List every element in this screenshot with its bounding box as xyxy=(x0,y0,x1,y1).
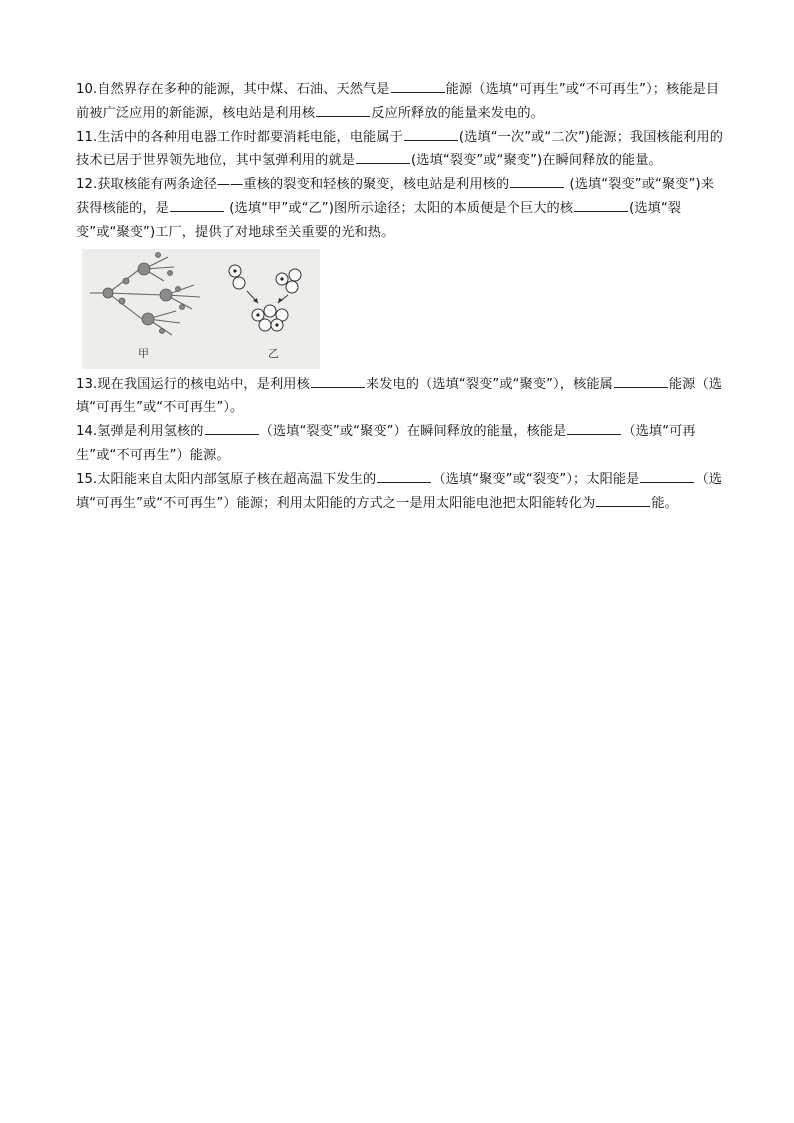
answer-blank[interactable] xyxy=(170,198,224,212)
answer-blank[interactable] xyxy=(567,421,621,435)
answer-blank[interactable] xyxy=(574,198,628,212)
nuclear-reaction-figure xyxy=(82,249,320,369)
question-11: 11.生活中的各种用电器工作时都要消耗电能，电能属于 (选填“一次”或“二次”)能源；我国核能利用的技术已居于世界领先地位，其中氢弹利用的就是 (选填“裂变”或“聚变”)在瞬间释放的能量。 xyxy=(76,126,726,174)
answer-blank[interactable] xyxy=(510,174,564,188)
answer-blank[interactable] xyxy=(404,127,458,141)
answer-blank[interactable] xyxy=(614,374,668,388)
answer-blank[interactable] xyxy=(596,493,650,507)
question-13: 13.现在我国运行的核电站中，是利用核 来发电的（选填“裂变”或“聚变”），核能属 能源（选填“可再生”或“不可再生”）。 xyxy=(76,373,726,421)
answer-blank[interactable] xyxy=(391,79,445,93)
answer-blank[interactable] xyxy=(640,469,694,483)
question-15: 15.太阳能来自太阳内部氢原子核在超高温下发生的 （选填“聚变”或“裂变”）；太阳能是 （选填“可再生”或“不可再生”）能源；利用太阳能的方式之一是用太阳能电池把太阳能转化为 能。 xyxy=(76,468,726,516)
worksheet xyxy=(76,78,726,515)
answer-blank[interactable] xyxy=(311,374,365,388)
question-12: 12.获取核能有两条途径——重核的裂变和轻核的聚变，核电站是利用核的 (选填“裂变”或“聚变”)来获得核能的，是 (选填“甲”或“乙”)图所示途径；太阳的本质便是个巨大的核 (选填“裂变”或“聚变”)工厂，提供了对地球至关重要的光和热。 xyxy=(76,173,726,244)
answer-blank[interactable] xyxy=(356,150,410,164)
question-10: 10.自然界存在多种的能源，其中煤、石油、天然气是 能源（选填“可再生”或“不可再生”）；核能是目前被广泛应用的新能源，核电站是利用核 反应所释放的能量来发电的。 xyxy=(76,78,726,126)
question-14: 14.氢弹是利用氢核的 （选填“裂变”或“聚变”）在瞬间释放的能量，核能是 （选填“可再生”或“不可再生”）能源。 xyxy=(76,420,726,468)
answer-blank[interactable] xyxy=(377,469,431,483)
figure-label-jia: 甲 xyxy=(138,346,149,360)
answer-blank[interactable] xyxy=(316,103,370,117)
arrow-heads xyxy=(253,298,283,303)
fusion-arrows xyxy=(247,291,288,303)
figure-label-yi: 乙 xyxy=(268,346,279,360)
answer-blank[interactable] xyxy=(205,421,259,435)
fission-fusion-diagram xyxy=(82,249,320,369)
fusion-nuclei xyxy=(229,265,301,331)
